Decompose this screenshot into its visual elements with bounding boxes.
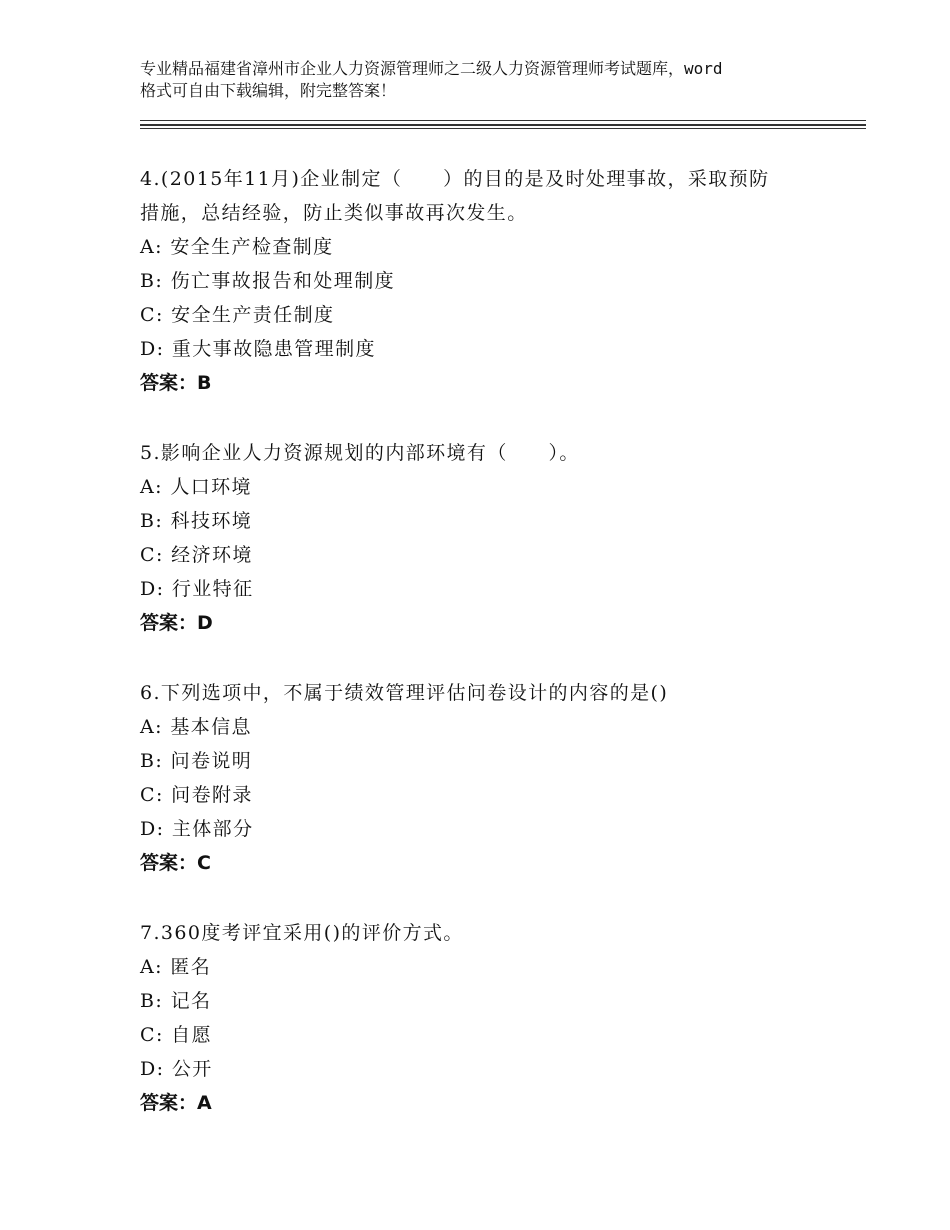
question-spacer [140,880,820,916]
question-spacer [140,400,820,436]
question-stem: 7.360度考评宜采用()的评价方式。 [140,922,464,944]
question-spacer [140,640,820,676]
option-c: C: 安全生产责任制度 [140,304,335,326]
question-4 [140,162,820,400]
option-d: D: 行业特征 [140,578,254,600]
header-divider-bottom [140,128,866,129]
option-b: B: 科技环境 [140,510,253,532]
question-stem-continued: 措施，总结经验，防止类似事故再次发生。 [140,202,528,224]
option-d: D: 主体部分 [140,818,254,840]
option-b: B: 记名 [140,990,212,1012]
question-stem: 5.影响企业人力资源规划的内部环境有（ ）。 [140,442,580,464]
header-title-line-1: 专业精品福建省漳州市企业人力资源管理师之二级人力资源管理师考试题库，word [140,59,723,78]
option-d: D: 重大事故隐患管理制度 [140,338,376,360]
answer: 答案：A [140,1092,212,1114]
question-stem: 6.下列选项中，不属于绩效管理评估问卷设计的内容的是() [140,682,669,704]
answer: 答案：C [140,852,211,874]
header-title-line-2: 格式可自由下载编辑，附完整答案！ [140,81,397,100]
option-d: D: 公开 [140,1058,213,1080]
answer: 答案：B [140,372,212,394]
header-divider-top [140,120,866,121]
answer: 答案：D [140,612,213,634]
question-list [140,162,820,1120]
option-c: C: 自愿 [140,1024,212,1046]
option-c: C: 问卷附录 [140,784,253,806]
option-b: B: 问卷说明 [140,750,253,772]
option-a: A: 基本信息 [140,716,252,738]
question-7 [140,916,820,1120]
option-a: A: 匿名 [140,956,212,978]
document-header [140,58,840,102]
question-5 [140,436,820,640]
header-divider-middle [140,124,866,126]
question-6 [140,676,820,880]
question-stem: 4.(2015年11月)企业制定（ ）的目的是及时处理事故，采取预防 [140,168,770,190]
option-c: C: 经济环境 [140,544,253,566]
option-a: A: 安全生产检查制度 [140,236,334,258]
option-b: B: 伤亡事故报告和处理制度 [140,270,396,292]
option-a: A: 人口环境 [140,476,252,498]
